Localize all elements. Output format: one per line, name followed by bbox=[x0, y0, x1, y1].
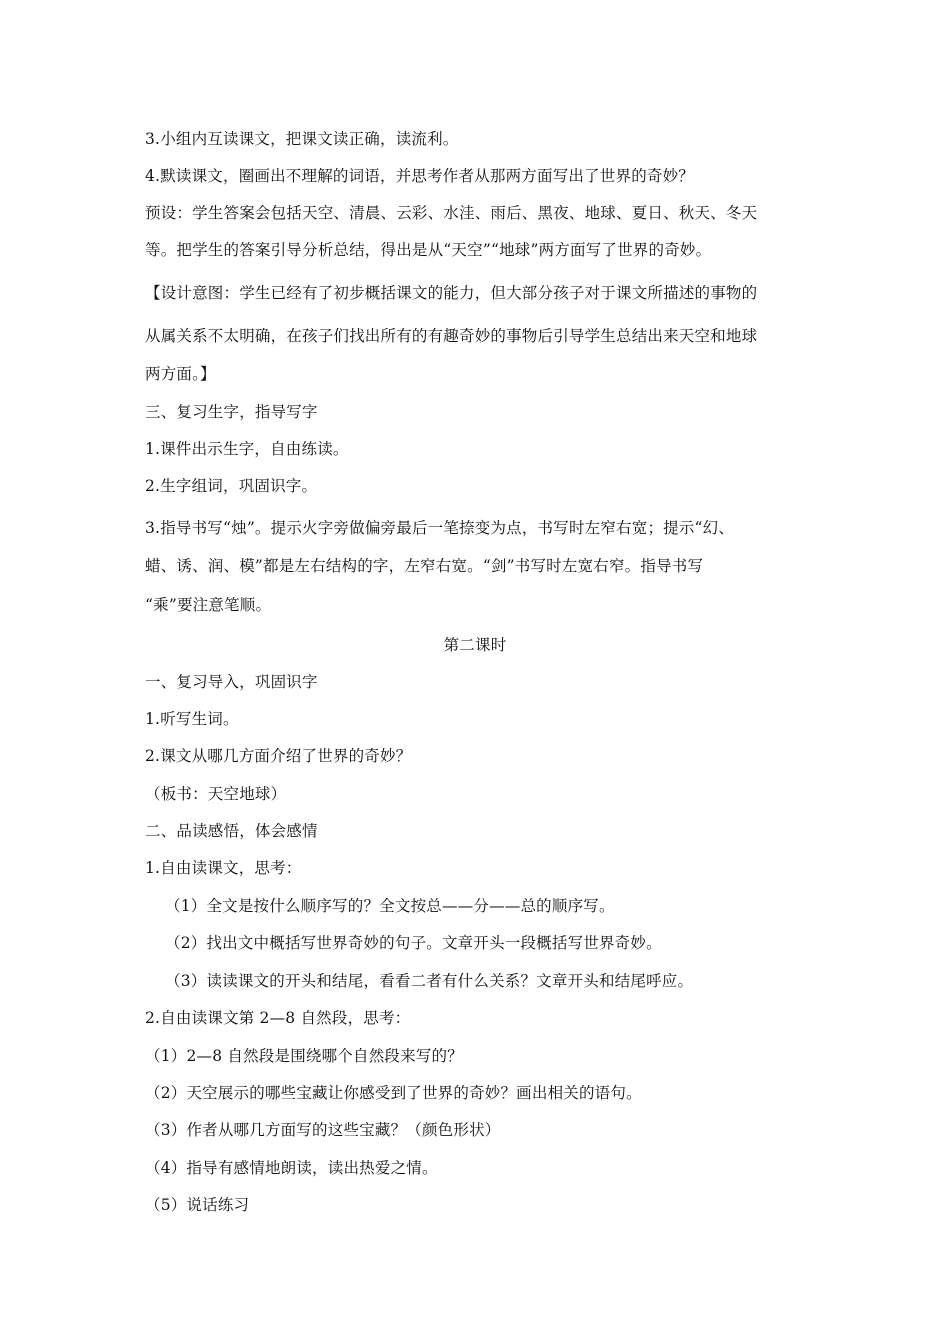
sub-item: （1）2—8 自然段是围绕哪个自然段来写的？ bbox=[145, 1047, 463, 1065]
design-intent-text: 【设计意图：学生已经有了初步概括课文的能力，但大部分孩子对于课文所描述的事物的 bbox=[145, 284, 758, 302]
sub-item: （5）说话练习 bbox=[145, 1196, 250, 1214]
text-line: 1.自由读课文，思考： bbox=[145, 859, 302, 877]
text-line: 3.小组内互读课文，把课文读正确，读流利。 bbox=[145, 130, 459, 148]
text-line: 2.课文从哪几方面介绍了世界的奇妙？ bbox=[145, 747, 412, 765]
sub-item: （1）全文是按什么顺序写的？全文按总——分——总的顺序写。 bbox=[165, 897, 615, 915]
text-line: 2.生字组词，巩固识字。 bbox=[145, 477, 318, 495]
text-line: “乘”要注意笔顺。 bbox=[145, 596, 272, 614]
lesson-title: 第二课时 bbox=[443, 636, 507, 654]
text-line: 等。把学生的答案引导分析总结，得出是从“天空”“地球”两方面写了世界的奇妙。 bbox=[145, 241, 712, 259]
text-line: 1.课件出示生字，自由练读。 bbox=[145, 440, 349, 458]
section-heading: 一、复习导入，巩固识字 bbox=[145, 673, 318, 691]
design-intent-text: 从属关系不太明确，在孩子们找出所有的有趣奇妙的事物后引导学生总结出来天空和地球 bbox=[145, 327, 758, 345]
sub-item: （2）天空展示的哪些宝藏让你感受到了世界的奇妙？画出相关的语句。 bbox=[145, 1084, 642, 1102]
text-line: 3.指导书写“烛”。提示火字旁做偏旁最后一笔捺变为点，书写时左窄右宽；提示“幻、 bbox=[145, 519, 735, 537]
text-line: 预设：学生答案会包括天空、清晨、云彩、水洼、雨后、黑夜、地球、夏日、秋天、冬天 bbox=[145, 204, 758, 222]
text-line: 2.自由读课文第 2—8 自然段，思考： bbox=[145, 1009, 411, 1027]
sub-item: （3）读读课文的开头和结尾，看看二者有什么关系？文章开头和结尾呼应。 bbox=[165, 972, 694, 990]
text-line: （板书：天空地球） bbox=[145, 785, 287, 803]
text-line: 4.默读课文，圈画出不理解的词语，并思考作者从那两方面写出了世界的奇妙？ bbox=[145, 167, 694, 185]
sub-item: （2）找出文中概括写世界奇妙的句子。文章开头一段概括写世界奇妙。 bbox=[165, 934, 662, 952]
section-heading: 二、品读感悟，体会感情 bbox=[145, 822, 318, 840]
text-line: 蜡、诱、润、模”都是左右结构的字，左窄右宽。“剑”书写时左宽右窄。指导书写 bbox=[145, 557, 704, 575]
sub-item: （3）作者从哪几方面写的这些宝藏？（颜色形状） bbox=[145, 1121, 501, 1139]
text-line: 1.听写生词。 bbox=[145, 710, 239, 728]
design-intent-text: 两方面。】 bbox=[145, 365, 216, 383]
section-heading: 三、复习生字，指导写字 bbox=[145, 403, 318, 421]
sub-item: （4）指导有感情地朗读，读出热爱之情。 bbox=[145, 1159, 438, 1177]
